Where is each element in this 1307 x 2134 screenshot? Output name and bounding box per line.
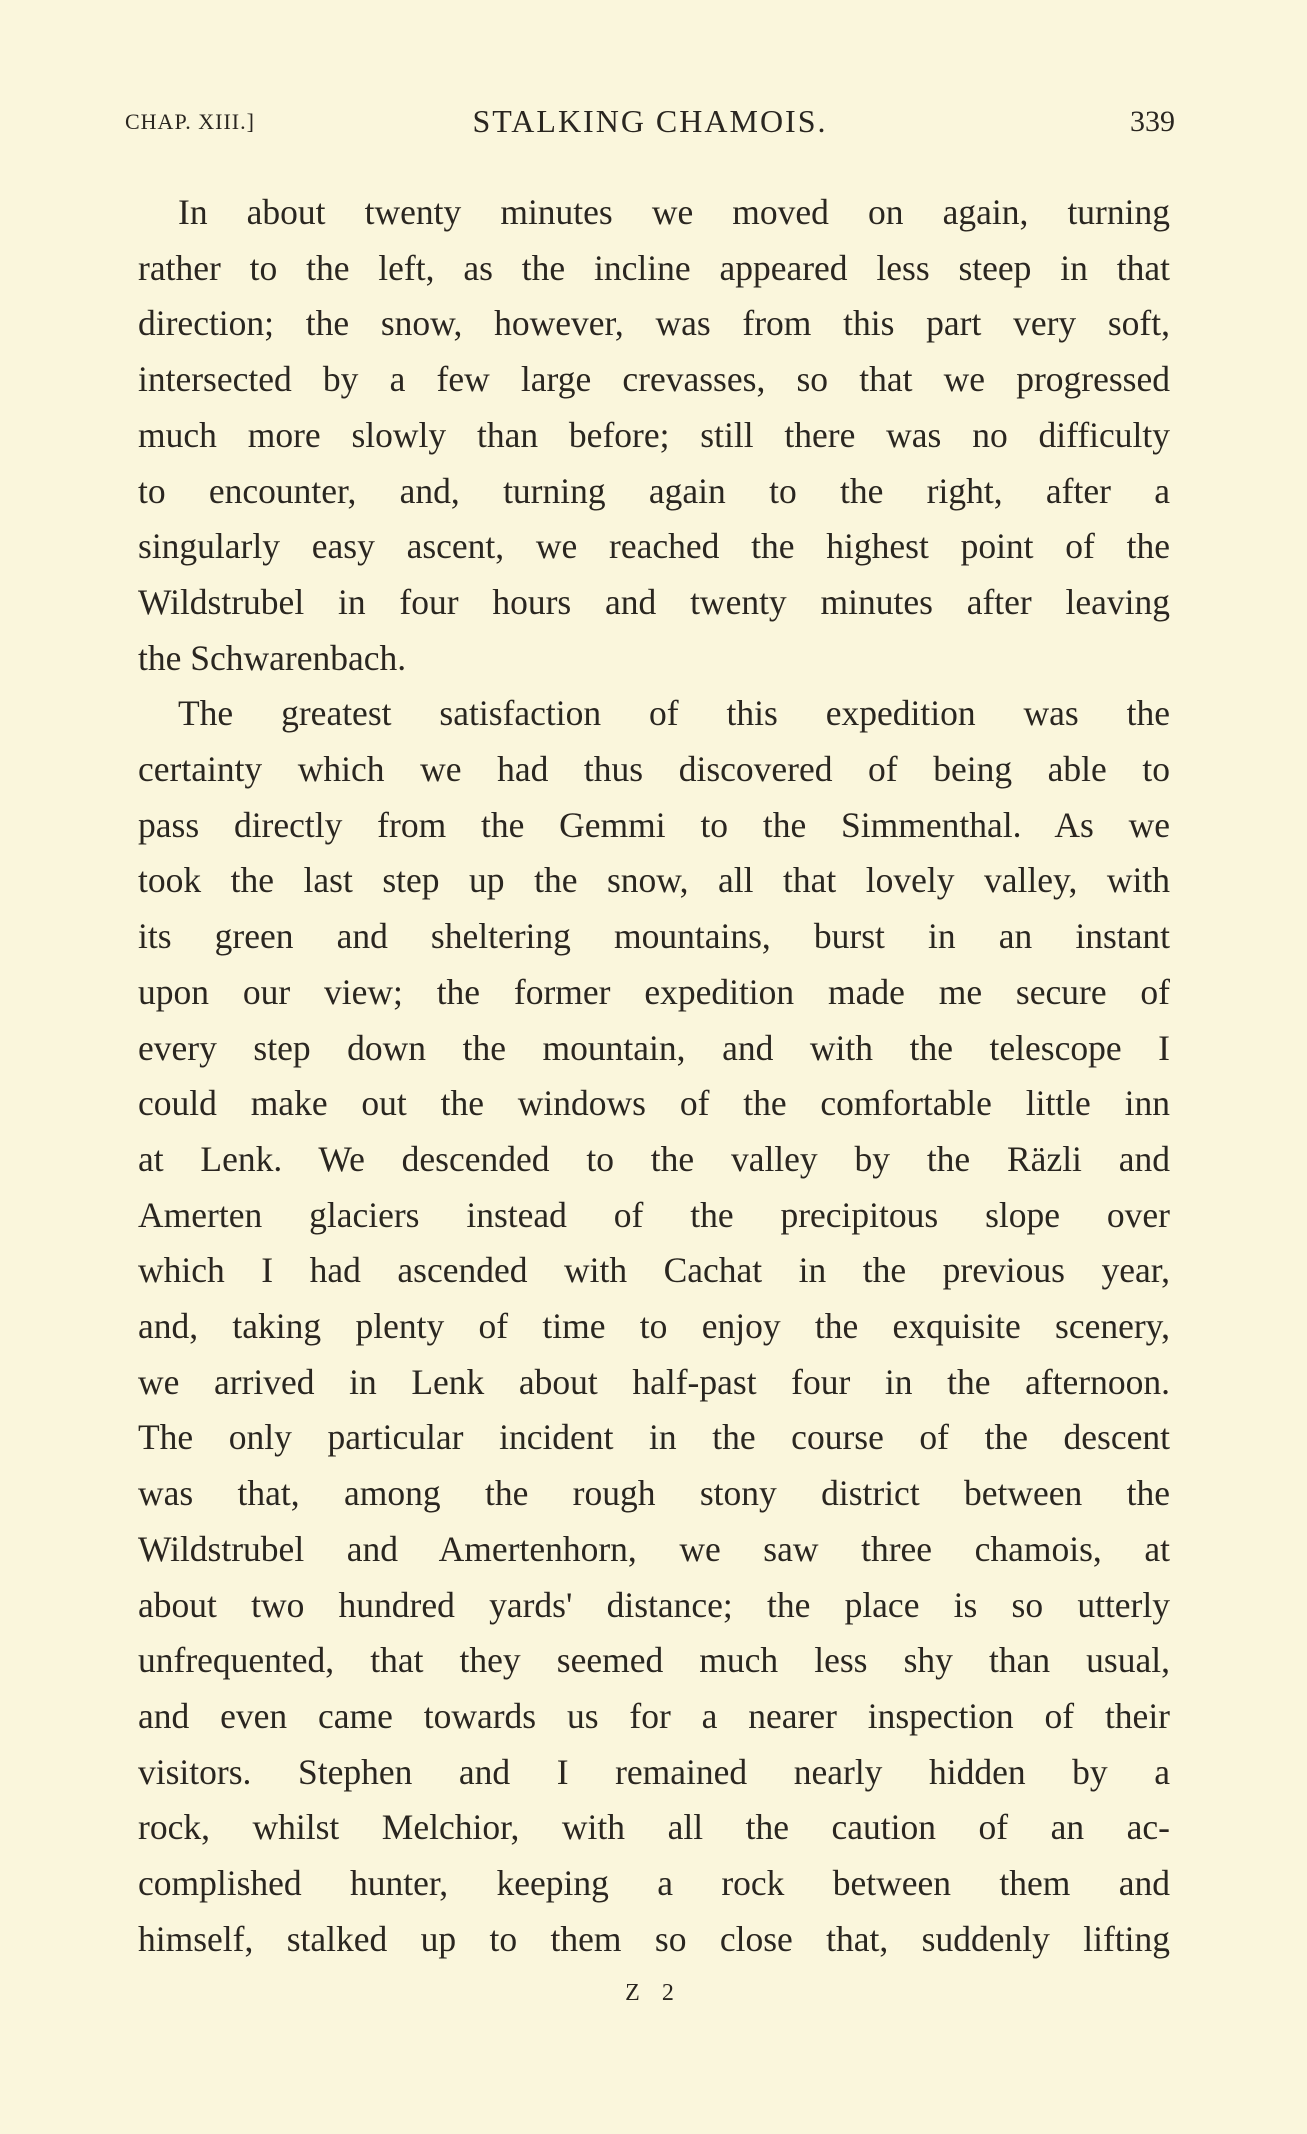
text-line: unfrequented, that they seemed much less shy than usual, xyxy=(138,1640,1170,1681)
text-line: and even came towards us for a nearer inspection of their xyxy=(138,1695,1170,1736)
text-line: The only particular incident in the course of the descent xyxy=(138,1417,1170,1458)
running-head xyxy=(125,103,1175,143)
text-line: Wildstrubel and Amertenhorn, we saw three chamois, at xyxy=(138,1528,1170,1569)
text-line: could make out the windows of the comfortable little inn xyxy=(138,1083,1170,1124)
text-line: much more slowly than before; still there was no difficulty xyxy=(138,414,1170,455)
signature-mark: Z 2 xyxy=(625,1980,682,2006)
text-line: which I had ascended with Cachat in the previous year, xyxy=(138,1250,1170,1291)
text-line: was that, among the rough stony district between the xyxy=(138,1473,1170,1514)
text-line: The greatest satisfaction of this expedition was the xyxy=(178,693,1170,734)
text-line: upon our view; the former expedition made me secure of xyxy=(138,971,1170,1012)
text-line: visitors. Stephen and I remained nearly hidden by a xyxy=(138,1751,1170,1792)
text-line: rather to the left, as the incline appeared less steep in that xyxy=(138,247,1170,288)
text-line: the Schwarenbach. xyxy=(138,637,407,678)
text-line: at Lenk. We descended to the valley by the Räzli and xyxy=(138,1138,1170,1179)
text-line: Amerten glaciers instead of the precipitous slope over xyxy=(138,1194,1170,1235)
text-line: to encounter, and, turning again to the right, after a xyxy=(138,470,1170,511)
text-line: In about twenty minutes we moved on again, turning xyxy=(178,192,1170,232)
text-line: pass directly from the Gemmi to the Simmenthal. As we xyxy=(138,804,1170,845)
text-line: we arrived in Lenk about half-past four in the afternoon. xyxy=(138,1361,1170,1402)
text-line: took the last step up the snow, all that lovely valley, with xyxy=(138,860,1170,901)
text-line: himself, stalked up to them so close that, suddenly lifting xyxy=(138,1918,1170,1959)
text-line: complished hunter, keeping a rock between them and xyxy=(138,1863,1170,1904)
page-number: 339 xyxy=(1130,105,1175,138)
paragraph-1 xyxy=(138,185,1170,686)
paragraph-2 xyxy=(138,686,1170,1967)
text-line: direction; the snow, however, was from this part very soft, xyxy=(138,303,1170,344)
text-line: intersected by a few large crevasses, so that we progressed xyxy=(138,359,1170,400)
body-text xyxy=(138,185,1170,1968)
text-line: its green and sheltering mountains, burst in an instant xyxy=(138,916,1170,957)
chapter-label: CHAP. XIII.] xyxy=(125,109,255,134)
running-title: STALKING CHAMOIS. xyxy=(472,103,828,139)
text-line: and, taking plenty of time to enjoy the exquisite scenery, xyxy=(138,1306,1170,1347)
text-line: Wildstrubel in four hours and twenty minutes after leaving xyxy=(138,581,1170,622)
text-line: about two hundred yards' distance; the place is so utterly xyxy=(138,1584,1170,1625)
text-line: every step down the mountain, and with the telescope I xyxy=(138,1027,1170,1068)
text-line: certainty which we had thus discovered of being able to xyxy=(138,749,1170,790)
text-line: singularly easy ascent, we reached the highest point of the xyxy=(138,526,1170,567)
text-line: rock, whilst Melchior, with all the caution of an ac- xyxy=(138,1807,1170,1848)
